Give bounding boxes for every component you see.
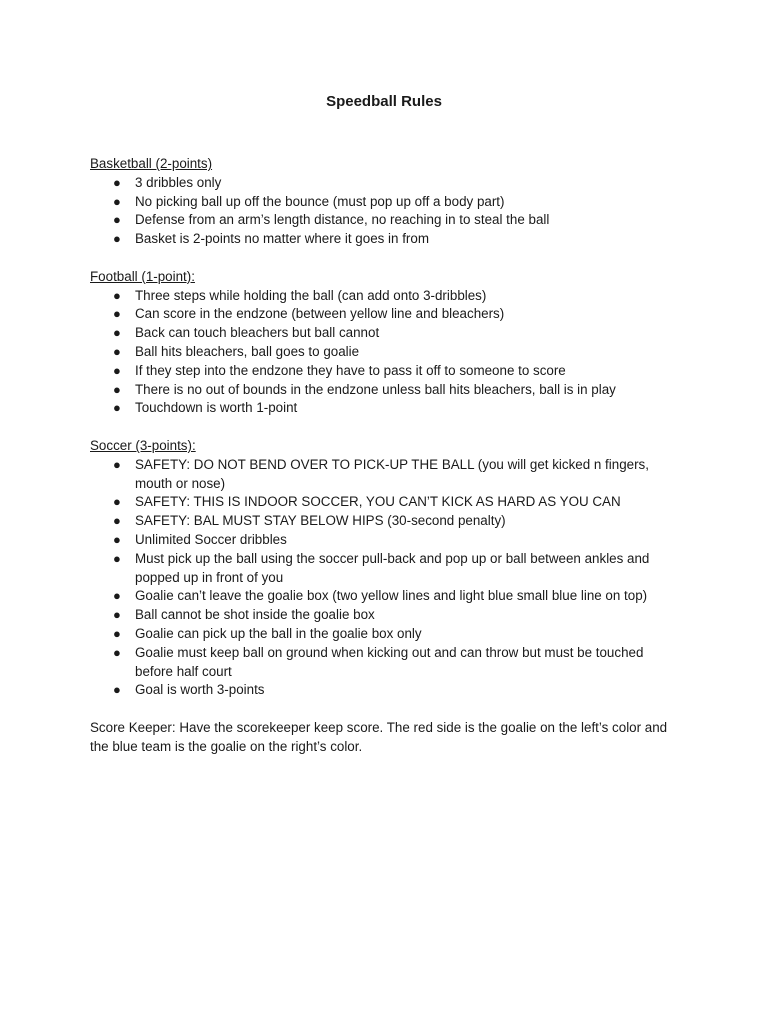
list-item — [90, 550, 680, 588]
bullet-icon: ● — [113, 456, 121, 472]
list-item-text: Must pick up the ball using the soccer pull-back and pop up or ball between ankles and popped up in front of you — [135, 550, 650, 585]
list-item-text: Basket is 2-points no matter where it goes in from — [135, 231, 429, 247]
list-item — [90, 456, 680, 494]
list-item-text: SAFETY: THIS IS INDOOR SOCCER, YOU CAN’T KICK AS HARD AS YOU CAN — [135, 494, 621, 510]
list-item-text: Ball hits bleachers, ball goes to goalie — [135, 343, 360, 359]
list-item-text: Goal is worth 3-points — [135, 682, 265, 698]
list-item-text: Three steps while holding the ball (can add onto 3-dribbles) — [135, 287, 487, 303]
list-item-text: 3 dribbles only — [135, 174, 222, 190]
bullet-icon: ● — [113, 531, 121, 547]
list-item — [90, 531, 680, 550]
score-keeper-note: Score Keeper: Have the scorekeeper keep score. The red side is the goalie on the left’s color and the blue team is the goalie on the right’s color. — [90, 719, 668, 754]
list-item — [90, 324, 680, 343]
bullet-icon: ● — [113, 306, 121, 322]
list-item — [90, 625, 680, 644]
bullet-icon: ● — [113, 400, 121, 416]
rules-list — [90, 174, 680, 249]
bullet-icon: ● — [113, 494, 121, 510]
rules-list — [90, 287, 680, 419]
list-item — [90, 193, 680, 212]
bullet-icon: ● — [113, 381, 121, 397]
bullet-icon: ● — [113, 231, 121, 247]
list-item — [90, 399, 680, 418]
list-item-text: Touchdown is worth 1-point — [135, 400, 298, 416]
page-title: Speedball Rules — [326, 93, 442, 110]
list-item-text: Goalie must keep ball on ground when kicking out and can throw but must be touched before half court — [135, 644, 644, 679]
list-item-text: SAFETY: BAL MUST STAY BELOW HIPS (30-second penalty) — [135, 513, 506, 529]
list-item-text: If they step into the endzone they have to pass it off to someone to score — [135, 362, 566, 378]
bullet-icon: ● — [113, 287, 121, 303]
list-item — [90, 644, 680, 682]
section-basketball — [90, 155, 680, 249]
list-item-text: Goalie can pick up the ball in the goalie box only — [135, 625, 422, 641]
list-item — [90, 587, 680, 606]
list-item — [90, 362, 680, 381]
bullet-icon: ● — [113, 588, 121, 604]
bullet-icon: ● — [113, 212, 121, 228]
list-item-text: No picking ball up off the bounce (must pop up off a body part) — [135, 193, 505, 209]
list-item-text: SAFETY: DO NOT BEND OVER TO PICK-UP THE BALL (you will get kicked n fingers, mouth or nose) — [135, 456, 649, 491]
rules-list — [90, 456, 680, 700]
section-heading: Basketball (2-points) — [90, 156, 213, 171]
bullet-icon: ● — [113, 174, 121, 190]
list-item — [90, 606, 680, 625]
list-item — [90, 211, 680, 230]
bullet-icon: ● — [113, 550, 121, 566]
section-football — [90, 268, 680, 418]
bullet-icon: ● — [113, 682, 121, 698]
list-item-text: Defense from an arm’s length distance, no reaching in to steal the ball — [135, 212, 550, 228]
list-item-text: Goalie can’t leave the goalie box (two yellow lines and light blue small blue line on top) — [135, 588, 648, 604]
list-item — [90, 681, 680, 700]
bullet-icon: ● — [113, 513, 121, 529]
list-item — [90, 493, 680, 512]
list-item — [90, 174, 680, 193]
bullet-icon: ● — [113, 362, 121, 378]
section-soccer — [90, 437, 680, 700]
bullet-icon: ● — [113, 325, 121, 341]
list-item — [90, 512, 680, 531]
list-item — [90, 287, 680, 306]
list-item-text: There is no out of bounds in the endzone unless ball hits bleachers, ball is in play — [135, 381, 616, 397]
section-heading: Soccer (3-points): — [90, 437, 196, 453]
list-item — [90, 343, 680, 362]
bullet-icon: ● — [113, 193, 121, 209]
list-item-text: Back can touch bleachers but ball cannot — [135, 325, 380, 341]
bullet-icon: ● — [113, 607, 121, 623]
bullet-icon: ● — [113, 644, 121, 660]
list-item — [90, 230, 680, 249]
bullet-icon: ● — [113, 343, 121, 359]
list-item — [90, 381, 680, 400]
list-item-text: Unlimited Soccer dribbles — [135, 531, 287, 547]
document-body — [90, 155, 680, 757]
list-item — [90, 305, 680, 324]
bullet-icon: ● — [113, 625, 121, 641]
list-item-text: Ball cannot be shot inside the goalie box — [135, 607, 375, 623]
list-item-text: Can score in the endzone (between yellow line and bleachers) — [135, 306, 505, 322]
section-heading: Football (1-point): — [90, 268, 195, 284]
